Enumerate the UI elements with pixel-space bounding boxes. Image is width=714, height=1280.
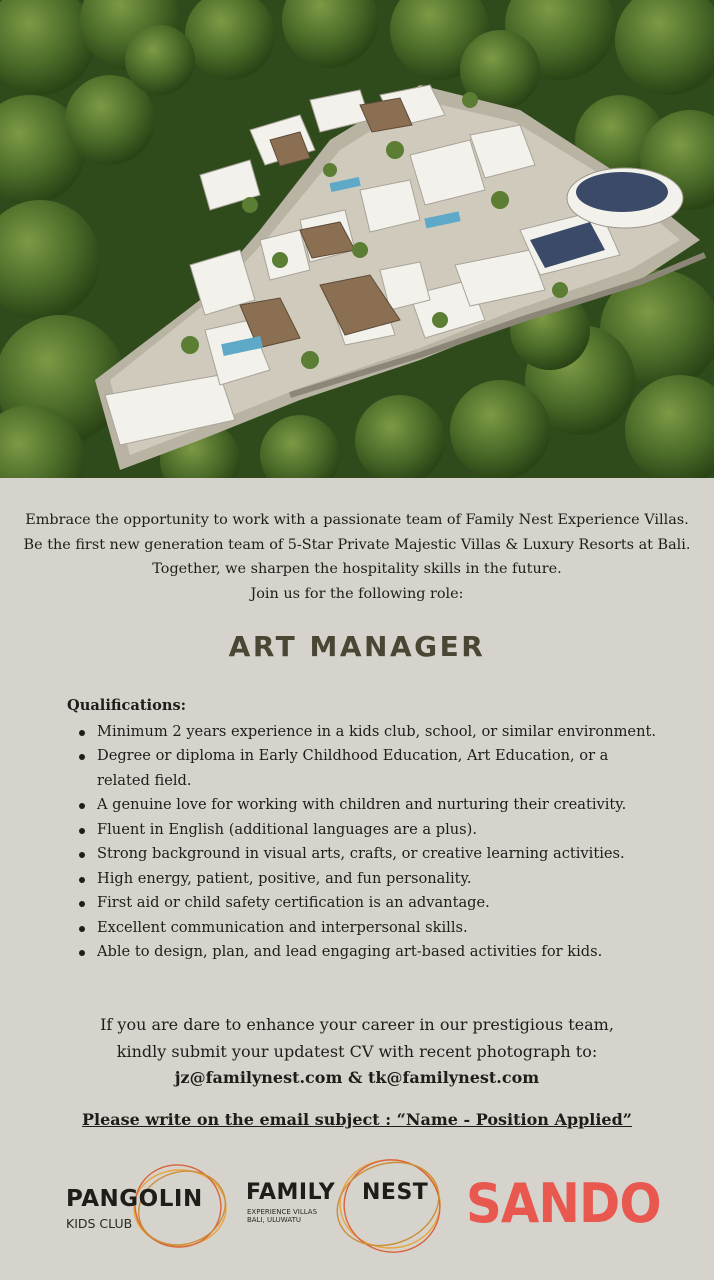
list-item: High energy, patient, positive, and fun personality. bbox=[67, 867, 657, 892]
sando-logo bbox=[466, 1172, 661, 1242]
sando-name: SANDO bbox=[466, 1172, 661, 1235]
pangolin-sub: KIDS CLUB bbox=[66, 1216, 133, 1231]
hero-aerial-image bbox=[0, 0, 714, 478]
apply-line: kindly submit your updatest CV with recent photograph to: bbox=[116, 1041, 598, 1061]
list-item: Strong background in visual arts, crafts, or creative learning activities. bbox=[67, 842, 657, 867]
intro-line: Join us for the following role: bbox=[250, 585, 464, 602]
intro-text bbox=[0, 508, 714, 606]
list-item: Degree or diploma in Early Childhood Education, Art Education, or a related field. bbox=[67, 744, 657, 793]
intro-line: Be the first new generation team of 5-Star Private Majestic Villas & Luxury Resorts at Bali. bbox=[23, 536, 691, 553]
list-item: A genuine love for working with children and nurturing their creativity. bbox=[67, 793, 657, 818]
list-item: First aid or child safety certification is an advantage. bbox=[67, 891, 657, 916]
job-poster-content bbox=[0, 478, 714, 1280]
intro-line: Embrace the opportunity to work with a passionate team of Family Nest Experience Villas. bbox=[25, 512, 689, 528]
job-title: ART MANAGER bbox=[228, 630, 486, 663]
aerial-resort-illustration bbox=[0, 0, 714, 478]
pangolin-kids-club-logo bbox=[62, 1164, 232, 1250]
list-item: Able to design, plan, and lead engaging art-based activities for kids. bbox=[67, 940, 657, 965]
family-nest-logo bbox=[244, 1156, 454, 1256]
nest-word: NEST bbox=[362, 1180, 429, 1205]
qualifications-heading: Qualifications: bbox=[67, 697, 187, 714]
qualifications-section bbox=[67, 694, 657, 965]
nest-ring-icon bbox=[244, 1156, 454, 1256]
list-item: Fluent in English (additional languages are a plus). bbox=[67, 818, 657, 843]
family-nest-sub: EXPERIENCE VILLAS BALI, ULUWATU bbox=[247, 1208, 318, 1224]
pangolin-name: PANGOLIN bbox=[66, 1186, 203, 1212]
qualifications-list bbox=[67, 720, 657, 965]
intro-line: Together, we sharpen the hospitality skills in the future. bbox=[152, 561, 562, 577]
apply-line: If you are dare to enhance your career in our prestigious team, bbox=[100, 1015, 614, 1034]
apply-instructions bbox=[0, 1012, 714, 1092]
list-item: Excellent communication and interpersonal skills. bbox=[67, 916, 657, 941]
email-subject-note: Please write on the email subject : “Name - Position Applied” bbox=[82, 1110, 632, 1129]
family-word: FAMILY bbox=[246, 1180, 336, 1205]
contact-emails[interactable]: jz@familynest.com & tk@familynest.com bbox=[174, 1068, 540, 1087]
list-item: Minimum 2 years experience in a kids club, school, or similar environment. bbox=[67, 720, 657, 745]
